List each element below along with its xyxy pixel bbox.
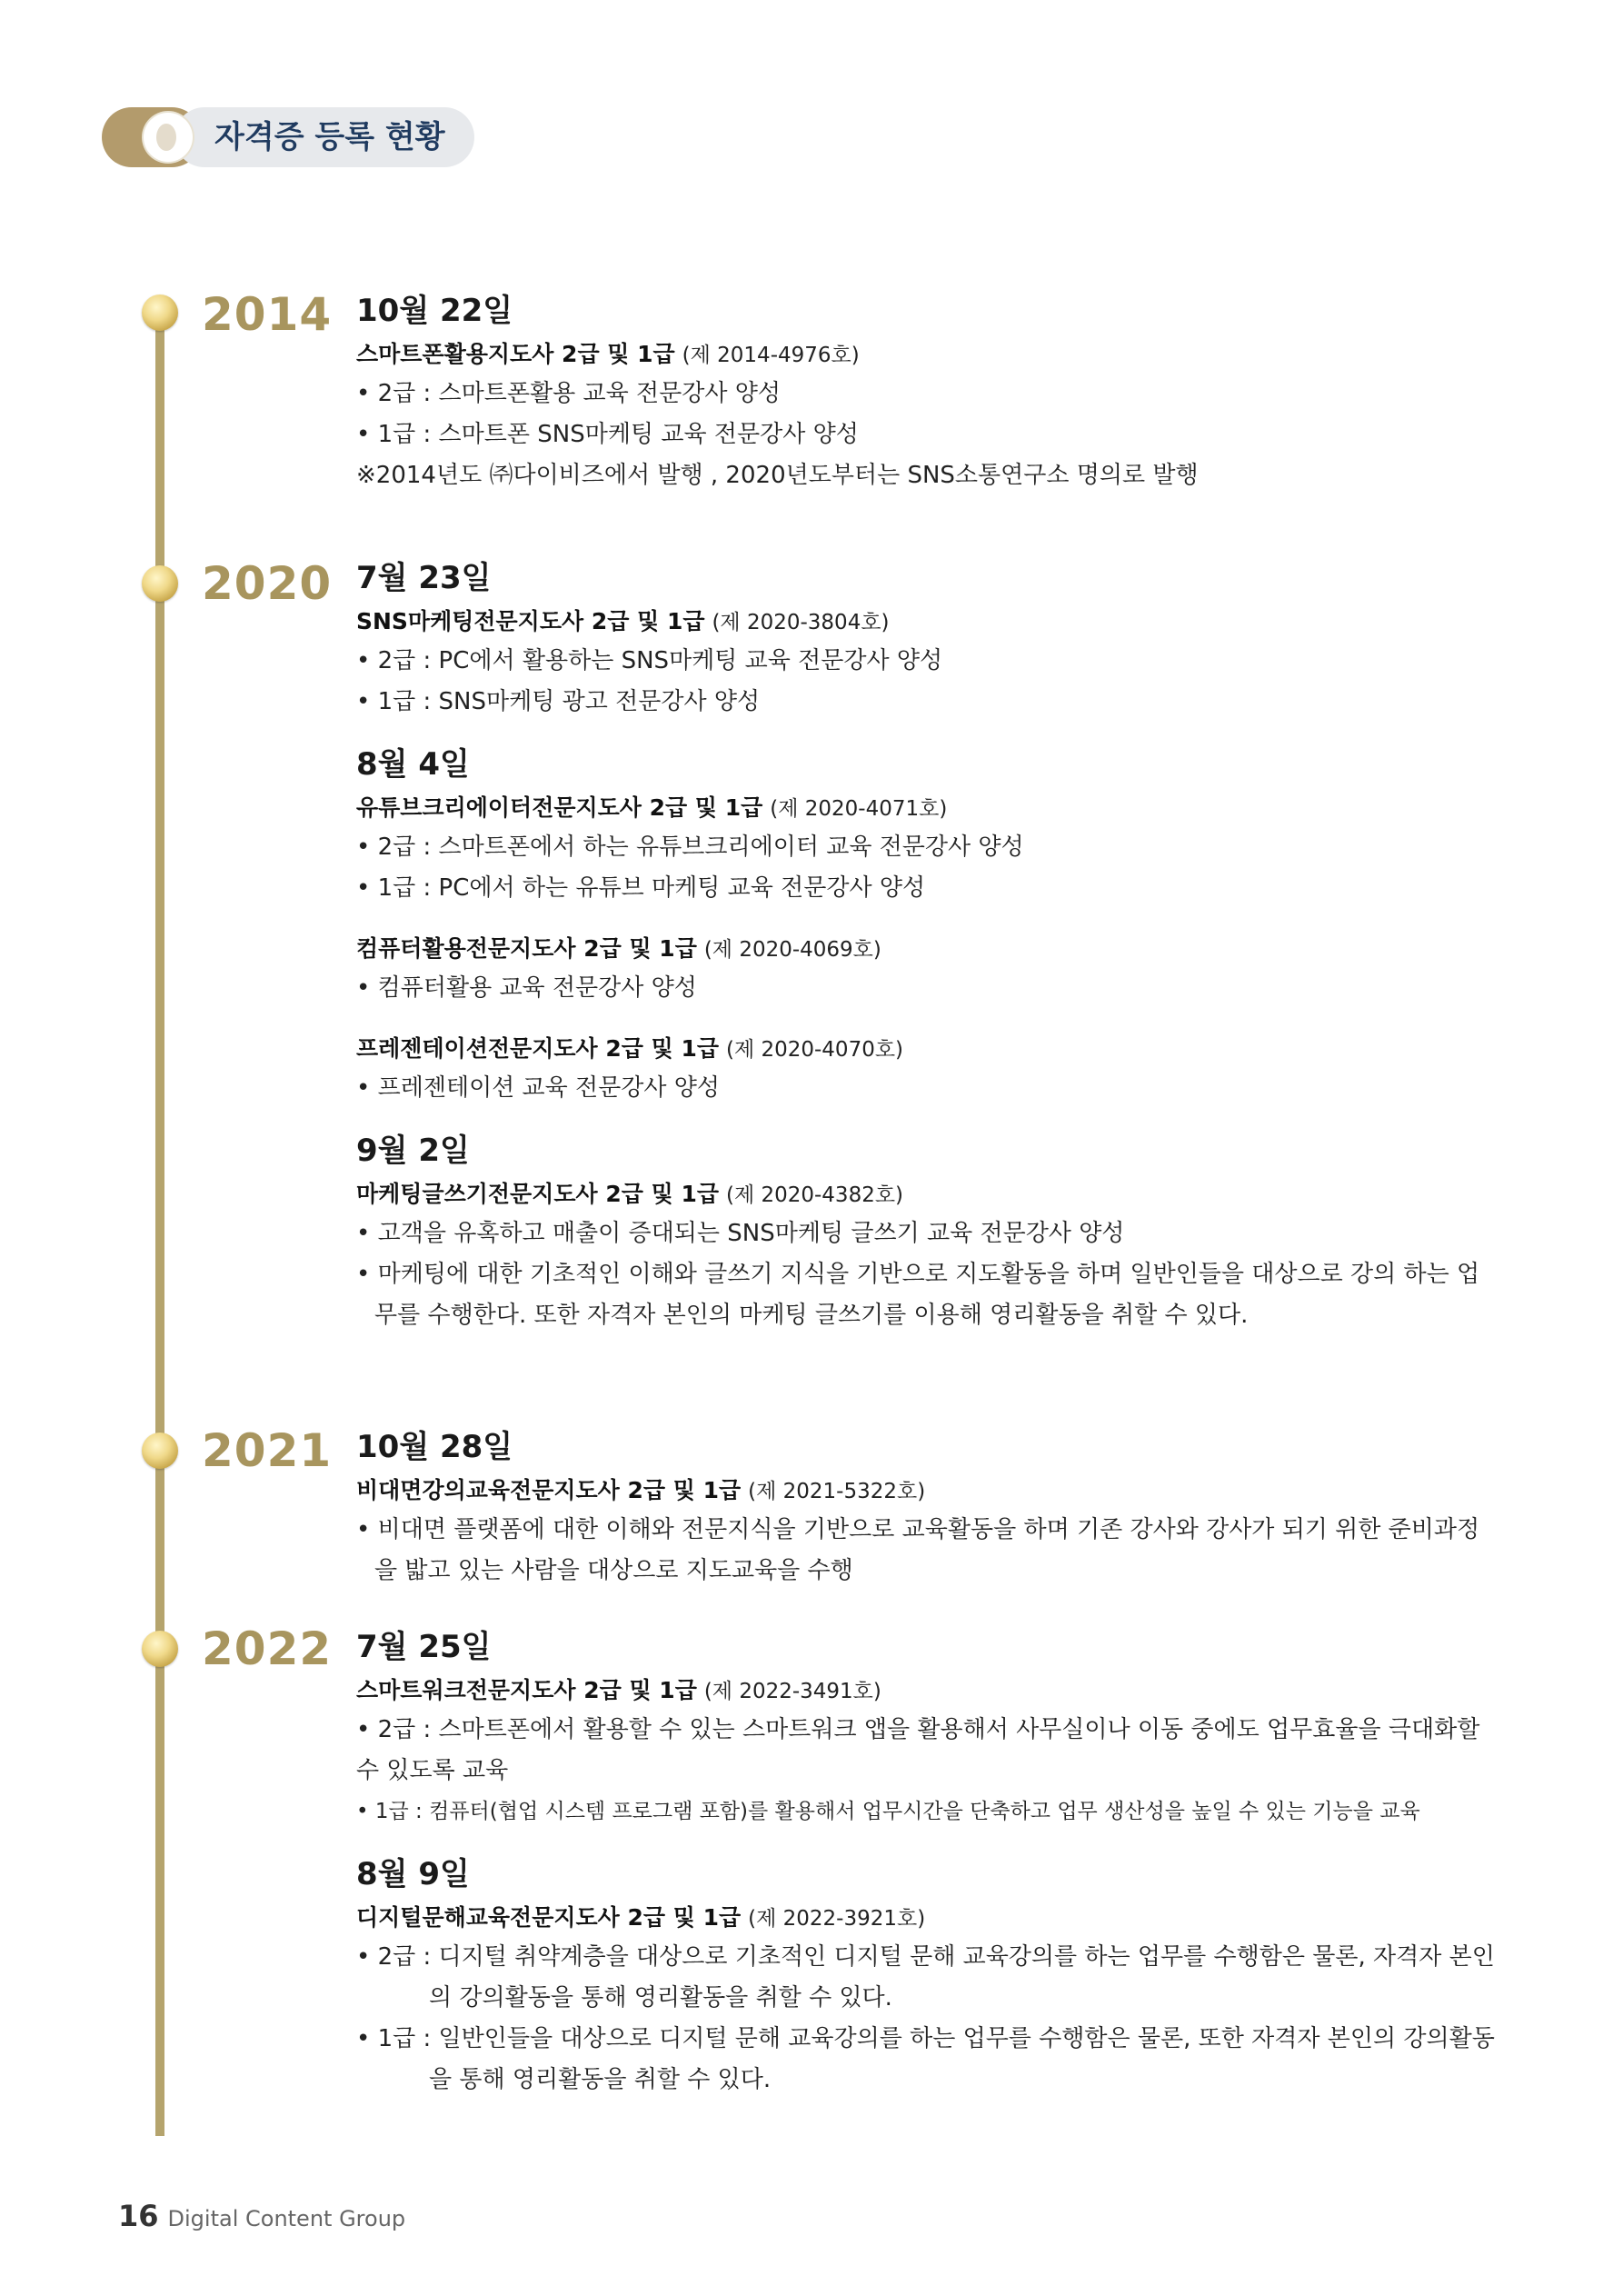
cert-name: 마케팅글쓰기전문지도사 2급 및 1급 [356, 1181, 720, 1207]
cert-title [356, 931, 1501, 968]
cert-name: 컴퓨터활용전문지도사 2급 및 1급 [356, 935, 697, 962]
cert-description: • 마케팅에 대한 기초적인 이해와 글쓰기 지식을 기반으로 지도활동을 하며 일반인들을 대상으로 강의 하는 업무를 수행한다. 또한 자격자 본인의 마케팅 글쓰기를 이용해 영리활동을 취할 수 있다. [356, 1261, 1480, 1329]
cert-number: (제 2022-3921호) [748, 1907, 926, 1931]
cert-title [356, 1672, 1501, 1710]
page-footer [118, 2198, 405, 2240]
cert-name: SNS마케팅전문지도사 2급 및 1급 [356, 608, 705, 634]
cert-title [356, 604, 1501, 641]
entry-date: 9월 2일 [356, 1133, 470, 1169]
cert-description: • 2급 : 스마트폰활용 교육 전문강사 양성 [356, 380, 781, 407]
year-label-2021: 2021 [202, 1424, 333, 1477]
cert-title [356, 1176, 1501, 1213]
publisher-name: Digital Content Group [167, 2206, 406, 2231]
cert-description: • 고객을 유혹하고 매출이 증대되는 SNS마케팅 글쓰기 교육 전문강사 양성 [356, 1220, 1125, 1247]
cert-description: • 2급 : PC에서 활용하는 SNS마케팅 교육 전문강사 양성 [356, 647, 943, 674]
timeline-dot-icon [142, 565, 178, 602]
cert-name: 유튜브크리에이터전문지도사 2급 및 1급 [356, 794, 763, 821]
cert-number: (제 2014-4976호) [682, 344, 860, 367]
cert-description: • 2급 : 스마트폰에서 하는 유튜브크리에이터 교육 전문강사 양성 [356, 834, 1024, 861]
entry-date: 7월 23일 [356, 560, 492, 596]
cert-title [356, 1900, 1501, 1937]
entry-date: 7월 25일 [356, 1629, 492, 1665]
cert-name: 비대면강의교육전문지도사 2급 및 1급 [356, 1477, 742, 1503]
timeline-dot-icon [142, 1433, 178, 1469]
cert-note: ※2014년도 ㈜다이비즈에서 발행 , 2020년도부터는 SNS소통연구소 명의로 발행 [356, 462, 1199, 489]
year-block-2022 [356, 1627, 1501, 2101]
year-label-2022: 2022 [202, 1622, 333, 1675]
cert-description: • 1급 : SNS마케팅 광고 전문강사 양성 [356, 688, 761, 715]
entry-date: 8월 4일 [356, 746, 470, 783]
cert-name: 스마트워크전문지도사 2급 및 1급 [356, 1677, 697, 1703]
cert-number: (제 2020-4069호) [703, 938, 881, 962]
cert-number: (제 2020-3804호) [712, 611, 890, 634]
cert-description: • 1급 : 컴퓨터(협업 시스템 프로그램 포함)를 활용해서 업무시간을 단축하고 업무 생산성을 높일 수 있는 기능을 교육 [356, 1800, 1420, 1823]
cert-name: 프레젠테이션전문지도사 2급 및 1급 [356, 1035, 720, 1062]
cert-number: (제 2022-3491호) [703, 1680, 881, 1703]
cert-description: • 2급 : 스마트폰에서 활용할 수 있는 스마트워크 앱을 활용해서 사무실이나 이동 중에도 업무효율을 극대화할 수 있도록 교육 [356, 1716, 1480, 1784]
cert-description: • 1급 : 일반인들을 대상으로 디지털 문해 교육강의를 하는 업무를 수행함은 물론, 또한 자격자 본인의 강의활동을 통해 영리활동을 취할 수 있다. [356, 2025, 1495, 2093]
year-block-2014 [356, 291, 1501, 496]
entry-date: 10월 22일 [356, 293, 513, 329]
entry-date: 10월 28일 [356, 1429, 513, 1465]
page-title: 자격증 등록 현황 [214, 119, 445, 155]
cert-number: (제 2020-4382호) [725, 1183, 904, 1207]
cert-title [356, 336, 1501, 374]
cert-name: 스마트폰활용지도사 2급 및 1급 [356, 341, 675, 367]
year-block-2020 [356, 558, 1501, 1336]
year-label-2020: 2020 [202, 557, 333, 610]
cert-description: • 1급 : PC에서 하는 유튜브 마케팅 교육 전문강사 양성 [356, 874, 926, 902]
cert-title [356, 1472, 1501, 1510]
entry-date: 8월 9일 [356, 1856, 470, 1892]
cert-number: (제 2021-5322호) [748, 1480, 926, 1503]
cert-number: (제 2020-4071호) [770, 797, 948, 821]
page-number: 16 [118, 2199, 159, 2233]
year-block-2021 [356, 1427, 1501, 1592]
cert-number: (제 2020-4070호) [725, 1038, 904, 1062]
cert-description: • 비대면 플랫폼에 대한 이해와 전문지식을 기반으로 교육활동을 하며 기존 강사와 강사가 되기 위한 준비과정을 밟고 있는 사람을 대상으로 지도교육을 수행 [356, 1516, 1480, 1584]
cert-title [356, 1031, 1501, 1068]
circle-icon [144, 113, 193, 162]
cert-description: • 프레젠테이션 교육 전문강사 양성 [356, 1074, 721, 1102]
section-header [102, 107, 474, 167]
timeline-dot-icon [142, 1631, 178, 1667]
timeline-dot-icon [142, 294, 178, 331]
cert-description: • 2급 : 디지털 취약계층을 대상으로 기초적인 디지털 문해 교육강의를 하는 업무를 수행함은 물론, 자격자 본인의 강의활동을 통해 영리활동을 취할 수 있다. [356, 1943, 1495, 2011]
year-label-2014: 2014 [202, 288, 333, 341]
cert-title [356, 790, 1501, 827]
cert-description: • 컴퓨터활용 교육 전문강사 양성 [356, 974, 697, 1002]
cert-name: 디지털문해교육전문지도사 2급 및 1급 [356, 1904, 742, 1931]
cert-description: • 1급 : 스마트폰 SNS마케팅 교육 전문강사 양성 [356, 421, 859, 448]
